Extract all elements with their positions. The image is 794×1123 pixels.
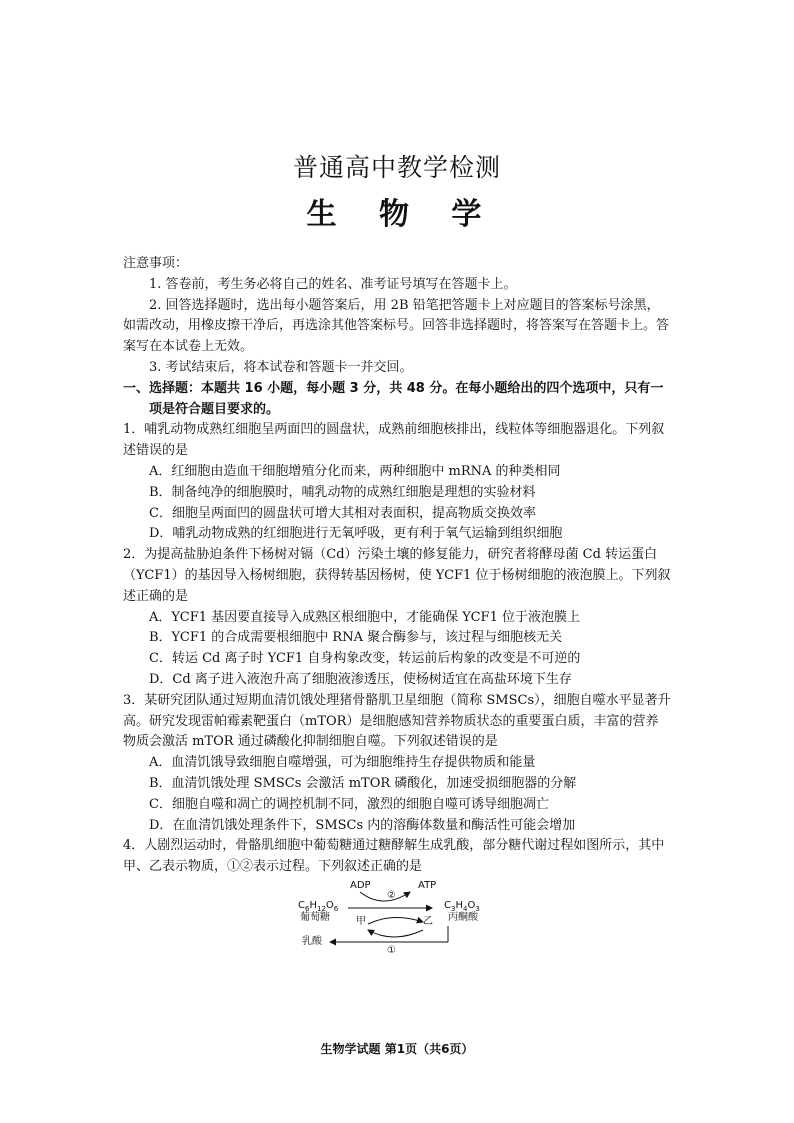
question-option: D．在血清饥饿处理条件下，SMSCs 内的溶酶体数量和酶活性可能会增加 [149, 817, 576, 833]
question-option: D．哺乳动物成熟的红细胞进行无氧呼吸，更有利于氧气运输到组织细胞 [149, 526, 563, 542]
step2-label: ② [387, 889, 396, 901]
notice-item: 3. 考试结束后，将本试卷和答题卡一并交回。 [149, 359, 413, 375]
notice-heading: 注意事项： [123, 256, 189, 271]
question-option: B．血清饥饿处理 SMSCs 会激活 mTOR 磷酸化，加速受损细胞器的分解 [149, 775, 577, 791]
question-option: C．细胞自噬和凋亡的调控机制不同，激烈的细胞自噬可诱导细胞凋亡 [149, 796, 549, 812]
subject-title: 生 物 学 [306, 197, 498, 232]
notice-item: 1. 答卷前，考生务必将自己的姓名、准考证号填写在答题卡上。 [149, 276, 517, 292]
question-option: A．血清饥饿导致细胞自噬增强，可为细胞维持生存提供物质和能量 [149, 755, 536, 771]
question-option: A．YCF1 基因要直接导入成熟区根细胞中，才能确保 YCF1 位于液泡膜上 [149, 609, 580, 625]
exam-title: 普通高中教学检测 [292, 153, 501, 182]
pyruvate-formula: $C_3H_4O_3$ [444, 899, 480, 913]
glucose-name: 葡萄糖 [300, 911, 330, 923]
question-stem: 1．哺乳动物成熟红细胞呈两面凹的圆盘状，成熟前细胞核排出，线粒体等细胞器退化。下列叙述错误的是 [123, 422, 665, 459]
section-heading: 一、选择题：本题共 16 小题，每小题 3 分，共 48 分。在每小题给出的四个选项中，只有一项是符合题目要求的。 [123, 380, 664, 417]
atp-label: ATP [418, 879, 437, 891]
question-stem: 2．为提高盐胁迫条件下杨树对镉（Cd）污染土壤的修复能力，研究者将酵母菌 Cd 转运蛋白（YCF1）的基因导入杨树细胞，获得转基因杨树，使 YCF1 位于杨树细胞的液泡膜上。下列叙述正确的是 [123, 547, 671, 604]
adp-label: ADP [350, 879, 371, 891]
step1-label: ① [387, 944, 396, 956]
question-stem: 4．人剧烈运动时，骨骼肌细胞中葡萄糖通过糖酵解生成乳酸，部分糖代谢过程如图所示，其中甲、乙表示物质，①②表示过程。下列叙述正确的是 [123, 838, 665, 875]
glucose-formula: $C_6H_{12}O_6$ [298, 899, 339, 913]
yi-label: 乙 [423, 915, 433, 927]
question-stem: 3．某研究团队通过短期血清饥饿处理猪骨骼肌卫星细胞（简称 SMSCs），细胞自噬水平显著升高。研究发现雷帕霉素靶蛋白（mTOR）是细胞感知营养物质状态的重要蛋白质，丰富的营养物质会激活 mTOR 通过磷酸化抑制细胞自噬。下列叙述错误的是 [123, 692, 671, 750]
question-option: A．红细胞由造血干细胞增殖分化而来，两种细胞中 mRNA 的种类相同 [149, 463, 561, 479]
question-option: D．Cd 离子进入液泡升高了细胞液渗透压，使杨树适宜在高盐环境下生存 [149, 671, 572, 687]
atp-arc-arrow [360, 889, 410, 901]
exam-content [123, 254, 671, 962]
question-option: B．YCF1 的合成需要根细胞中 RNA 聚合酶参与，该过程与细胞核无关 [149, 630, 563, 646]
question-option: C．细胞呈两面凹的圆盘状可增大其相对表面积，提高物质交换效率 [149, 505, 536, 521]
jia-to-yi-arc-arrow [368, 917, 423, 924]
yi-to-jia-arc-arrow [368, 930, 423, 937]
pyruvate-name: 丙酮酸 [448, 911, 478, 923]
jia-label: 甲 [356, 915, 366, 927]
question-option: B．制备纯净的细胞膜时，哺乳动物的成熟红细胞是理想的实验材料 [149, 484, 536, 500]
notice-item: 2. 回答选择题时，选出每小题答案后，用 2B 铅笔把答题卡上对应题目的答案标号涂黑，如需改动，用橡皮擦干净后，再选涂其他答案标号。回答非选择题时，将答案写在答题卡上。答案写在本试卷上无效。 [123, 297, 670, 355]
question-option: C．转运 Cd 离子时 YCF1 自身构象改变，转运前后构象的改变是不可逆的 [149, 651, 581, 667]
lactate-label: 乳酸 [302, 935, 322, 947]
glycolysis-diagram [298, 879, 498, 962]
page-footer: 生物学试题 第1页（共6页） [320, 1042, 474, 1056]
